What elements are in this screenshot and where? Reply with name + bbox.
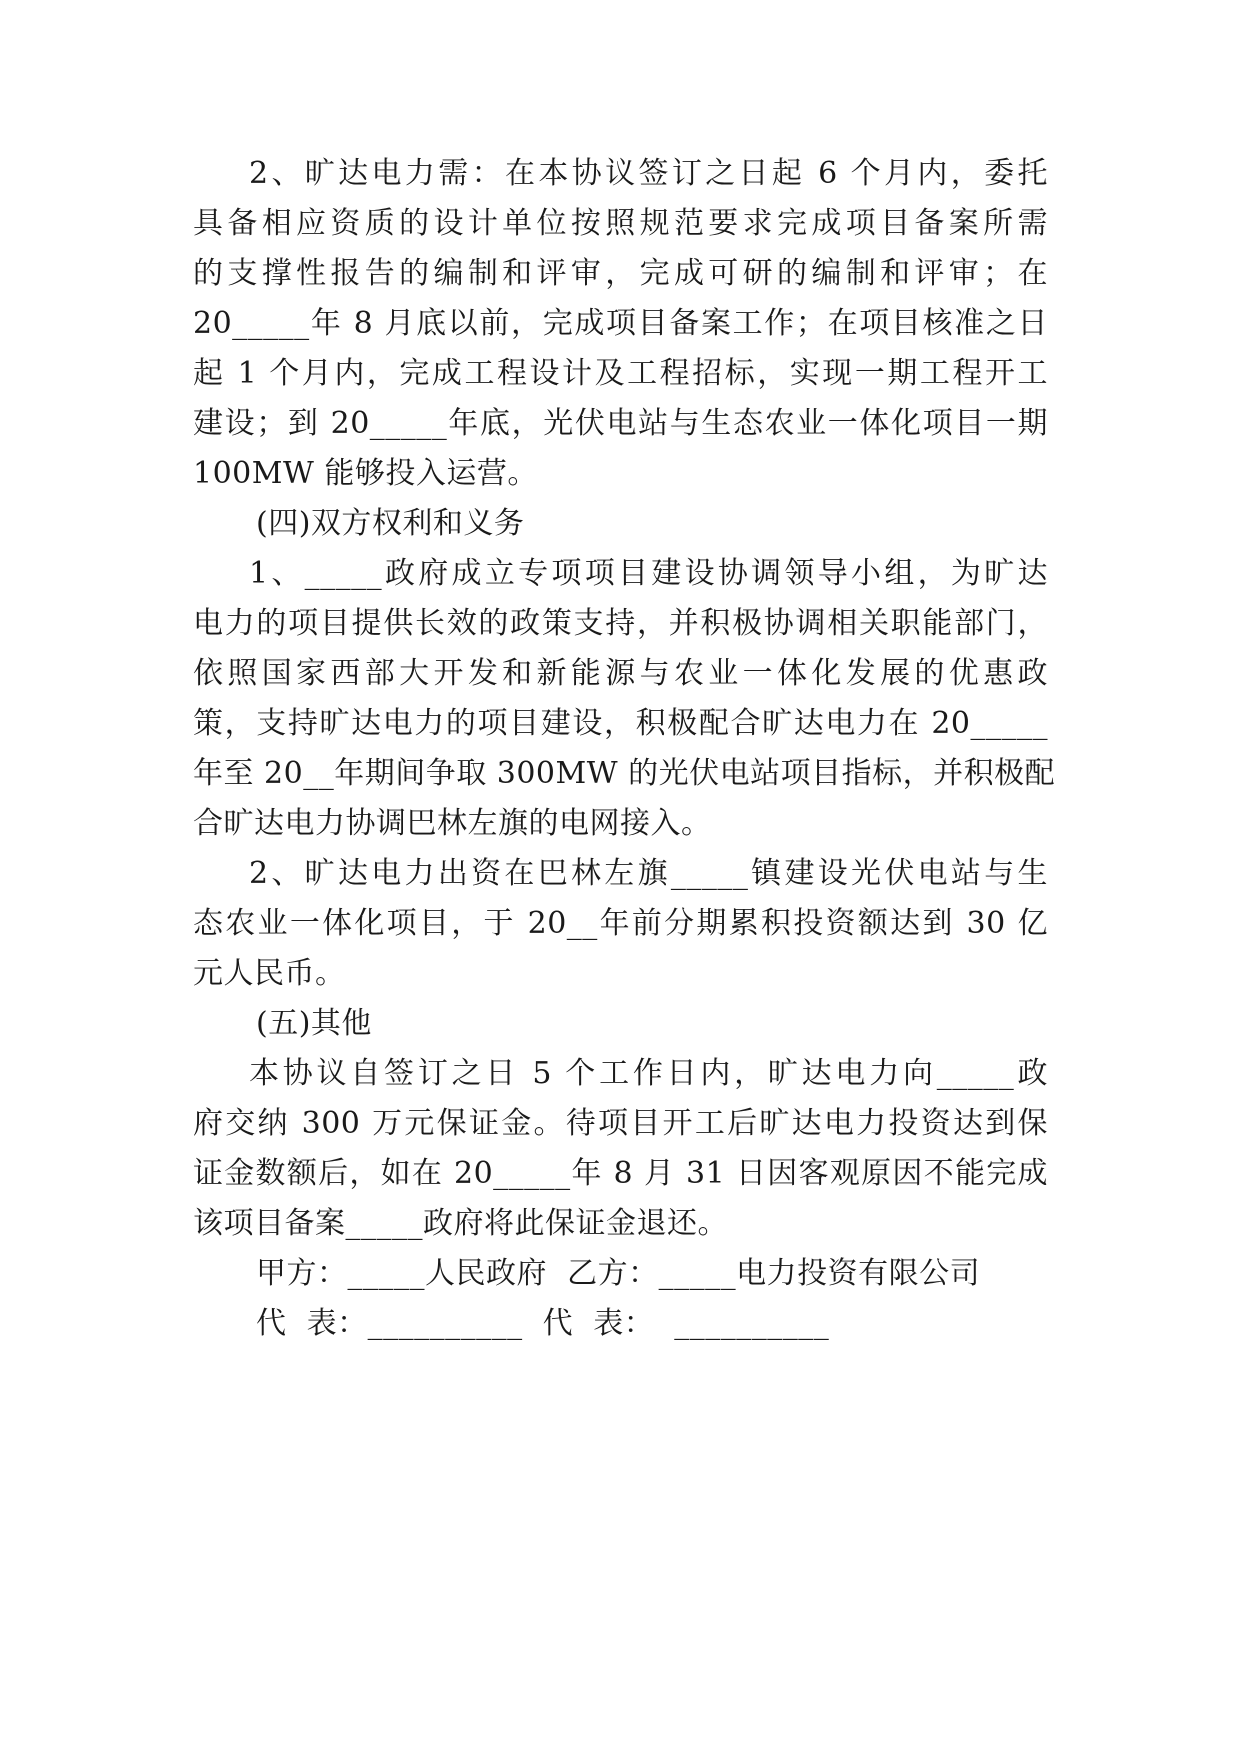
paragraph-line: 合旷达电力协调巴林左旗的电网接入。 [193,806,712,841]
paragraph-line: 100MW 能够投入运营。 [193,456,538,491]
paragraph-line: 策，支持旷达电力的项目建设，积极配合旷达电力在 20_____ [193,706,1048,741]
paragraph-line: 电力的项目提供长效的政策支持，并积极协调相关职能部门， [193,606,1048,641]
section-heading: (四)双方权利和义务 [256,506,525,541]
paragraph-line: 的支撑性报告的编制和评审，完成可研的编制和评审；在 [193,256,1048,291]
paragraph-line: 证金数额后，如在 20_____年 8 月 31 日因客观原因不能完成 [193,1156,1048,1191]
paragraph-line: 依照国家西部大开发和新能源与农业一体化发展的优惠政 [193,656,1048,691]
section-heading: (五)其他 [256,1006,372,1041]
paragraph-line: 具备相应资质的设计单位按照规范要求完成项目备案所需 [193,206,1048,241]
paragraph-line: 态农业一体化项目，于 20__年前分期累积投资额达到 30 亿 [193,906,1048,941]
paragraph-line: 建设；到 20_____年底，光伏电站与生态农业一体化项目一期 [193,406,1048,441]
paragraph-line: 本协议自签订之日 5 个工作日内，旷达电力向_____政 [249,1056,1048,1091]
paragraph-line: 2、旷达电力出资在巴林左旗_____镇建设光伏电站与生 [249,856,1048,891]
paragraph-line: 1、_____政府成立专项项目建设协调领导小组，为旷达 [249,556,1048,591]
signature-parties-line: 甲方：_____人民政府 乙方：_____电力投资有限公司 [256,1256,981,1291]
paragraph-line: 府交纳 300 万元保证金。待项目开工后旷达电力投资达到保 [193,1106,1048,1141]
paragraph-line: 2、旷达电力需：在本协议签订之日起 6 个月内，委托 [249,156,1048,191]
paragraph-line: 起 1 个月内，完成工程设计及工程招标，实现一期工程开工 [193,356,1048,391]
paragraph-line: 元人民币。 [193,956,346,991]
paragraph-line: 该项目备案_____政府将此保证金退还。 [193,1206,728,1241]
paragraph-line: 20_____年 8 月底以前，完成项目备案工作；在项目核准之日 [193,306,1048,341]
paragraph-line: 年至 20__年期间争取 300MW 的光伏电站项目指标，并积极配 [193,756,1056,791]
signature-representatives-line: 代 表：__________ 代 表： __________ [256,1306,830,1341]
